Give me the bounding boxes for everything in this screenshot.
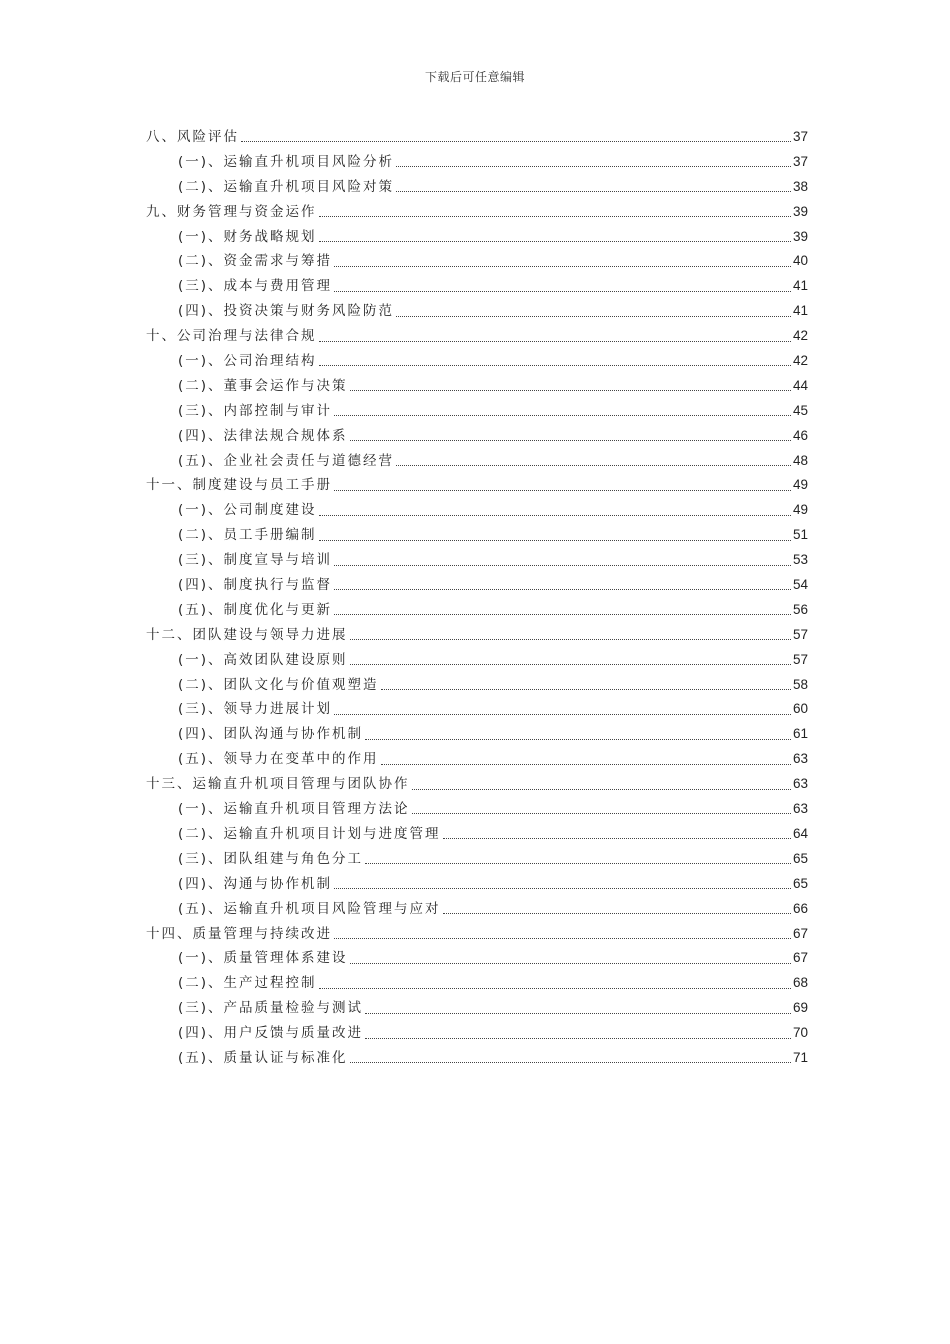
dot-leader <box>365 862 791 864</box>
toc-entry-title: (二)、生产过程控制 <box>178 975 317 992</box>
toc-section-entry[interactable] <box>146 548 808 573</box>
dot-leader <box>396 464 791 466</box>
toc-entry-page-number: 68 <box>792 975 808 991</box>
toc-chapter-entry[interactable] <box>146 623 808 648</box>
toc-entry-title: (三)、制度宣导与培训 <box>178 552 333 569</box>
toc-entry-title: (五)、质量认证与标准化 <box>178 1049 348 1066</box>
toc-entry-title: (四)、团队沟通与协作机制 <box>178 726 364 743</box>
toc-section-entry[interactable] <box>146 897 808 922</box>
toc-entry-page-number: 65 <box>792 850 808 866</box>
toc-entry-title: (一)、公司制度建设 <box>178 502 317 519</box>
toc-entry-title: (五)、运输直升机项目风险管理与应对 <box>178 900 441 917</box>
dot-leader <box>350 663 791 665</box>
dot-leader <box>334 290 791 292</box>
toc-entry-title: 九、财务管理与资金运作 <box>146 203 317 220</box>
toc-entry-page-number: 51 <box>792 527 808 543</box>
dot-leader <box>334 489 791 491</box>
toc-section-entry[interactable] <box>146 847 808 872</box>
toc-entry-page-number: 70 <box>792 1025 808 1041</box>
dot-leader <box>334 564 791 566</box>
toc-entry-title: (二)、运输直升机项目风险对策 <box>178 178 395 195</box>
toc-entry-page-number: 38 <box>792 178 808 194</box>
toc-section-entry[interactable] <box>146 971 808 996</box>
dot-leader <box>334 887 791 889</box>
toc-entry-page-number: 60 <box>792 701 808 717</box>
toc-section-entry[interactable] <box>146 399 808 424</box>
toc-entry-page-number: 40 <box>792 253 808 269</box>
toc-entry-title: (二)、董事会运作与决策 <box>178 377 348 394</box>
toc-section-entry[interactable] <box>146 946 808 971</box>
toc-entry-page-number: 42 <box>792 328 808 344</box>
toc-entry-page-number: 66 <box>792 900 808 916</box>
toc-entry-page-number: 65 <box>792 875 808 891</box>
dot-leader <box>241 140 791 142</box>
toc-entry-title: (四)、投资决策与财务风险防范 <box>178 303 395 320</box>
toc-section-entry[interactable] <box>146 349 808 374</box>
page-header: 下载后可任意编辑 <box>424 70 525 84</box>
dot-leader <box>350 1061 791 1063</box>
toc-entry-title: (二)、运输直升机项目计划与进度管理 <box>178 825 441 842</box>
toc-entry-page-number: 53 <box>792 552 808 568</box>
toc-entry-page-number: 39 <box>792 203 808 219</box>
toc-entry-page-number: 64 <box>792 825 808 841</box>
toc-section-entry[interactable] <box>146 598 808 623</box>
toc-entry-page-number: 41 <box>792 278 808 294</box>
toc-section-entry[interactable] <box>146 523 808 548</box>
toc-entry-title: (一)、财务战略规划 <box>178 228 317 245</box>
toc-section-entry[interactable] <box>146 498 808 523</box>
toc-entry-title: 十一、制度建设与员工手册 <box>146 477 332 494</box>
toc-section-entry[interactable] <box>146 822 808 847</box>
toc-section-entry[interactable] <box>146 299 808 324</box>
dot-leader <box>365 1037 791 1039</box>
toc-entry-title: (五)、领导力在变革中的作用 <box>178 751 379 768</box>
toc-section-entry[interactable] <box>146 175 808 200</box>
toc-entry-page-number: 57 <box>792 651 808 667</box>
toc-entry-title: (三)、领导力进展计划 <box>178 701 333 718</box>
toc-entry-title: 十四、质量管理与持续改进 <box>146 925 332 942</box>
toc-entry-page-number: 63 <box>792 801 808 817</box>
dot-leader <box>443 912 791 914</box>
toc-section-entry[interactable] <box>146 374 808 399</box>
table-of-contents <box>146 125 808 1071</box>
dot-leader <box>350 962 791 964</box>
toc-entry-title: 十三、运输直升机项目管理与团队协作 <box>146 776 410 793</box>
dot-leader <box>350 389 791 391</box>
toc-entry-title: (三)、团队组建与角色分工 <box>178 850 364 867</box>
toc-section-entry[interactable] <box>146 797 808 822</box>
dot-leader <box>334 588 791 590</box>
toc-chapter-entry[interactable] <box>146 772 808 797</box>
toc-section-entry[interactable] <box>146 150 808 175</box>
toc-section-entry[interactable] <box>146 648 808 673</box>
dot-leader <box>334 265 791 267</box>
dot-leader <box>319 987 791 989</box>
toc-section-entry[interactable] <box>146 872 808 897</box>
toc-section-entry[interactable] <box>146 1021 808 1046</box>
toc-chapter-entry[interactable] <box>146 200 808 225</box>
toc-entry-title: (一)、公司治理结构 <box>178 353 317 370</box>
toc-entry-page-number: 69 <box>792 1000 808 1016</box>
dot-leader <box>319 340 791 342</box>
dot-leader <box>319 364 791 366</box>
toc-section-entry[interactable] <box>146 249 808 274</box>
dot-leader <box>412 788 791 790</box>
toc-entry-page-number: 63 <box>792 776 808 792</box>
toc-entry-title: 十二、团队建设与领导力进展 <box>146 626 348 643</box>
toc-entry-title: (二)、团队文化与价值观塑造 <box>178 676 379 693</box>
dot-leader <box>365 738 791 740</box>
dot-leader <box>396 190 791 192</box>
dot-leader <box>319 215 791 217</box>
toc-entry-page-number: 63 <box>792 751 808 767</box>
toc-entry-page-number: 61 <box>792 726 808 742</box>
toc-section-entry[interactable] <box>146 996 808 1021</box>
toc-entry-page-number: 71 <box>792 1049 808 1065</box>
toc-entry-page-number: 41 <box>792 303 808 319</box>
toc-entry-page-number: 42 <box>792 353 808 369</box>
dot-leader <box>334 613 791 615</box>
dot-leader <box>319 539 791 541</box>
toc-entry-page-number: 45 <box>792 402 808 418</box>
toc-entry-title: (二)、员工手册编制 <box>178 527 317 544</box>
toc-entry-page-number: 46 <box>792 427 808 443</box>
toc-section-entry[interactable] <box>146 697 808 722</box>
dot-leader <box>412 812 791 814</box>
toc-section-entry[interactable] <box>146 225 808 250</box>
dot-leader <box>334 713 791 715</box>
toc-entry-title: 十、公司治理与法律合规 <box>146 328 317 345</box>
toc-entry-page-number: 58 <box>792 676 808 692</box>
toc-entry-page-number: 39 <box>792 228 808 244</box>
toc-entry-page-number: 49 <box>792 502 808 518</box>
dot-leader <box>334 937 791 939</box>
dot-leader <box>319 240 791 242</box>
toc-section-entry[interactable] <box>146 573 808 598</box>
toc-entry-title: (一)、质量管理体系建设 <box>178 950 348 967</box>
dot-leader <box>443 837 791 839</box>
toc-entry-title: (四)、法律法规合规体系 <box>178 427 348 444</box>
toc-entry-page-number: 56 <box>792 601 808 617</box>
toc-entry-title: (一)、高效团队建设原则 <box>178 651 348 668</box>
toc-entry-page-number: 44 <box>792 377 808 393</box>
toc-section-entry[interactable] <box>146 747 808 772</box>
toc-entry-title: (五)、企业社会责任与道德经营 <box>178 452 395 469</box>
toc-entry-title: (二)、资金需求与筹措 <box>178 253 333 270</box>
toc-entry-title: (四)、用户反馈与质量改进 <box>178 1025 364 1042</box>
toc-section-entry[interactable] <box>146 274 808 299</box>
toc-entry-title: (三)、成本与费用管理 <box>178 278 333 295</box>
toc-entry-title: (一)、运输直升机项目管理方法论 <box>178 801 410 818</box>
dot-leader <box>396 165 791 167</box>
toc-entry-page-number: 54 <box>792 577 808 593</box>
dot-leader <box>350 439 791 441</box>
toc-entry-title: (一)、运输直升机项目风险分析 <box>178 153 395 170</box>
toc-section-entry[interactable] <box>146 673 808 698</box>
toc-chapter-entry[interactable] <box>146 324 808 349</box>
toc-entry-title: (四)、制度执行与监督 <box>178 577 333 594</box>
dot-leader <box>319 514 791 516</box>
toc-section-entry[interactable] <box>146 722 808 747</box>
toc-entry-title: (三)、产品质量检验与测试 <box>178 1000 364 1017</box>
toc-entry-title: (三)、内部控制与审计 <box>178 402 333 419</box>
toc-chapter-entry[interactable] <box>146 125 808 150</box>
dot-leader <box>350 638 791 640</box>
toc-entry-title: (四)、沟通与协作机制 <box>178 875 333 892</box>
toc-entry-page-number: 67 <box>792 950 808 966</box>
toc-entry-page-number: 48 <box>792 452 808 468</box>
dot-leader <box>381 763 791 765</box>
toc-entry-page-number: 37 <box>792 129 808 144</box>
dot-leader <box>365 1012 791 1014</box>
dot-leader <box>381 688 791 690</box>
toc-section-entry[interactable] <box>146 424 808 449</box>
toc-entry-page-number: 67 <box>792 925 808 941</box>
toc-section-entry[interactable] <box>146 449 808 474</box>
toc-chapter-entry[interactable] <box>146 473 808 498</box>
dot-leader <box>396 315 791 317</box>
toc-entry-title: (五)、制度优化与更新 <box>178 601 333 618</box>
toc-entry-page-number: 49 <box>792 477 808 493</box>
toc-chapter-entry[interactable] <box>146 922 808 947</box>
dot-leader <box>334 414 791 416</box>
toc-entry-page-number: 37 <box>792 153 808 169</box>
toc-section-entry[interactable] <box>146 1046 808 1071</box>
toc-entry-page-number: 57 <box>792 626 808 642</box>
toc-entry-title: 八、风险评估 <box>146 129 239 145</box>
